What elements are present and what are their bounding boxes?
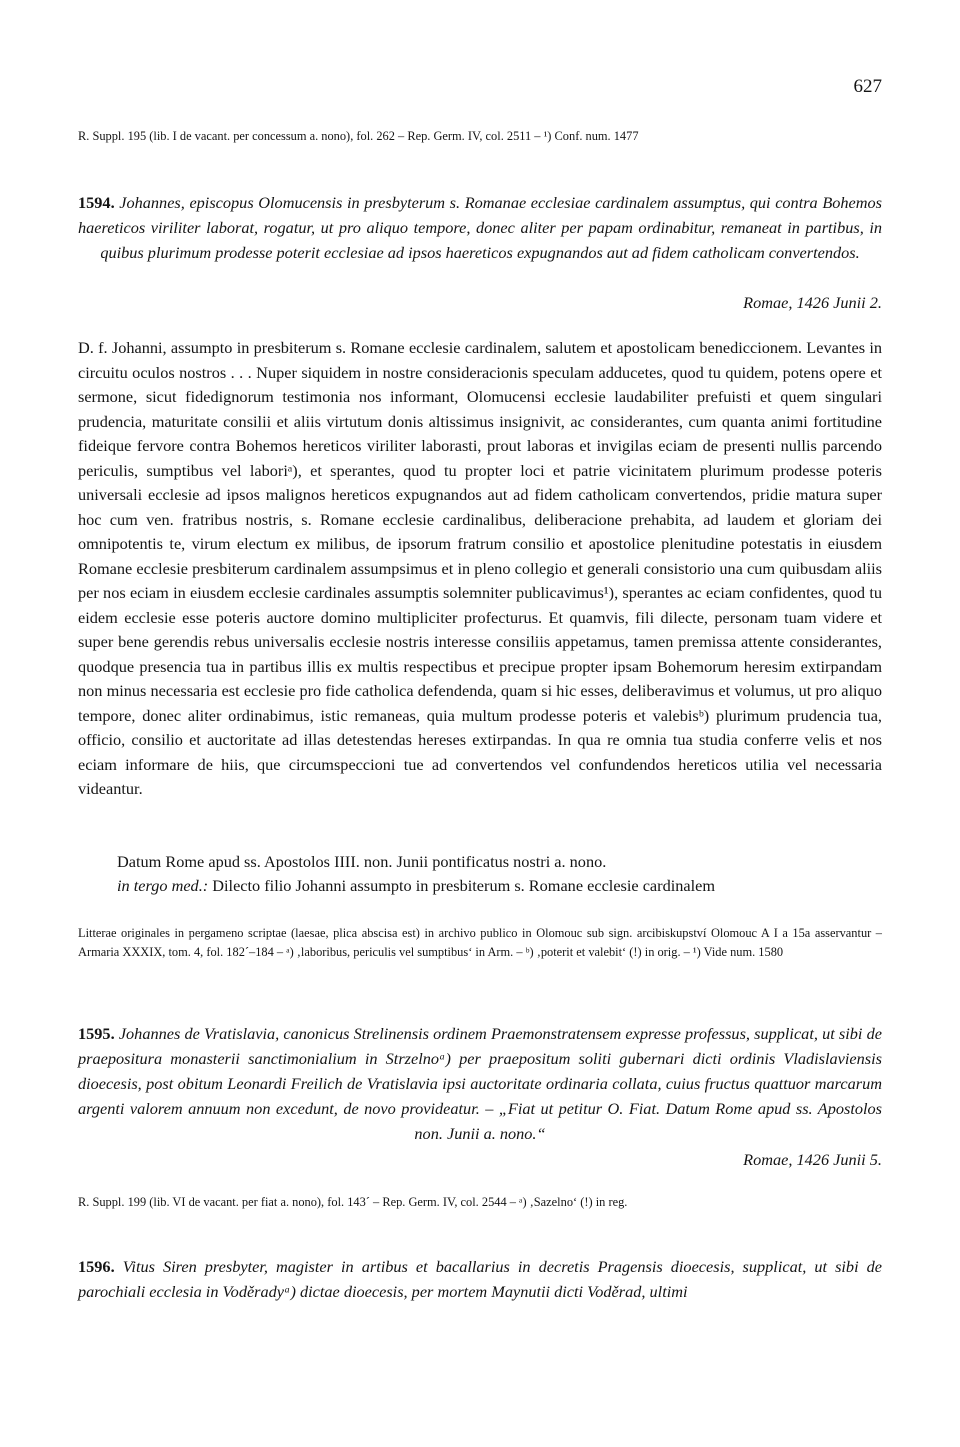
entry-1594-datum: Datum Rome apud ss. Apostolos IIII. non. Junii pontificatus nostri a. nono. [117,852,607,871]
entry-1594-number: 1594. [78,193,115,212]
entry-1595-regest-text: Johannes de Vratislavia, canonicus Strelinensis ordinem Praemonstratensem expresse professus, supplicat, ut sibi de praepositura monasterii sanctimonialium in Strzelnoᵃ) per praepositum soliti gubernari dicti ordinis Vladislaviensis dioecesis, post obitum Leonardi Freilich de Vratislavia ipsi auctoritate ordinaria collata, cuius fructus quattuor marcarum argenti valorem annuum non excedunt, de novo provideatur. – „Fiat ut petitur O. Fiat. Datum Rome apud ss. Apostolos non. Junii a. nono.“ [78,1024,882,1143]
entry-1595-number: 1595. [78,1024,115,1043]
entry-1595-apparatus: R. Suppl. 199 (lib. VI de vacant. per fiat a. nono), fol. 143´ – Rep. Germ. IV, col. 2544 – ᵃ) ‚Sazelno‘ (!) in reg. [78,1195,628,1209]
entry-1594-apparatus: Litterae originales in pergameno scriptae (laesae, plica abscisa est) in archivo publico in Olomouc sub sign. arcibiskupství Olomouc A I a 15a asservantur – Armaria XXXIX, tom. 4, fol. 182´–184 – ᵃ) ‚laboribus, periculis vel sumptibus‘ in Arm. – ᵇ) ‚poterit et valebit‘ (!) in orig. – ¹) Vide num. 1580 [78,926,882,959]
entry-1594-regest-text: Johannes, episcopus Olomucensis in presbyterum s. Romanae ecclesiae cardinalem assumptus, qui contra Bohemos haereticos viriliter laborat, rogatur, ut pro aliquo tempore, donec aliter per papam ordinabitur, remaneat in partibus, in quibus plurimum prodesse poterit ecclesiae ad ipsos haereticos expugnandos aut ad fidem catholicam convertendos. [78,193,883,262]
entry-1594-place-date: Romae, 1426 Junii 2. [743,293,882,312]
entry-1596-number: 1596. [78,1257,115,1276]
entry-1594-letter-text: D. f. Johanni, assumpto in presbiterum s. Romane ecclesie cardinalem, salutem et apostolicam benediccionem. Levantes in circuitu oculos nostros . . . Nuper siquidem in nostre consideracionis speculam adducetes, quod tu quidem, potens opere et sermone, sicut fidedignorum testimonia nos informant, Olomucensi ecclesie laudabiliter prefuisti et quem singulari prudencia, maturitate consilii et aliis virtutum donis altissimus insignivit, ac considerantes, cum quanta animi fortitudine fideique fervore contra Bohemos hereticos viriliter laborasti, prout laboras et invigilas eciam de presenti nullis parcendo periculis, sumptibus vel laboriᵃ), et sperantes, quod tu propter loci et patrie vicinitatem plurimum prodesse poteris universali ecclesie ad ipsos malignos hereticos expugnandos aut ad fidem catholicam convertendos, pridie matura super hoc cum ven. fratribus nostris, s. Romane ecclesie cardinalibus, deliberacione prehabita, ad laudem et gloriam dei omnipotentis te, virum electum ex milibus, de ipsorum fratrum consilio et apostolice plenitudine potestatis in eiusdem Romane ecclesie presbiterum cardinalem assumpsimus et in pleno collegio et generali consistorio una cum quibusdam aliis per nos eciam in eiusdem ecclesie cardinales assumptis solemniter publicavimus¹), sperantes ac eciam confidentes, quod tu eidem ecclesie esse poteris auctore domino multipliciter profecturus. Et quamvis, fili dilecte, personam tuam videre et super bene gerendis rebus universalis ecclesie nostris interesse consiliis appetamus, tamen premissa attente considerantes, quodque presencia tua in partibus illis ex multis respectibus et precipue propter ipsam Bohemorum heresim extirpandam non minus necessaria est ecclesie pro fide catholica defendenda, quam si hic esses, deliberavimus et volumus, ut pro aliquo tempore, donec aliter ordinabimus, istic remaneas, quia multum prodesse poteris et valebisᵇ) plurimum prudencia tua, officio, consilio et auctoritate ad illas detestendas hereses extirpandas. In qua re omnia tua studia conferre velis et nos eciam informare de hiis, que circumspeccioni tue ad convertendos vel confundendos hereticos utilia vel necessaria videantur. [78,338,882,798]
top-source-note: R. Suppl. 195 (lib. I de vacant. per concessum a. nono), fol. 262 – Rep. Germ. IV, col. 2511 – ¹) Conf. num. 1477 [78,129,639,143]
entry-1595-regest [78,1021,882,1146]
entry-1595-place-date: Romae, 1426 Junii 5. [743,1150,882,1169]
entry-1596-regest-text: Vitus Siren presbyter, magister in artibus et bacallarius in decretis Pragensis dioecesis, supplicat, ut sibi de parochiali ecclesia in Voděradyᵃ) dictae dioecesis, per mortem Maynutii dicti Voděrad, ultimi [78,1257,882,1301]
entry-1596-regest [78,1254,882,1304]
entry-1594-in-tergo [78,874,921,899]
entry-1594-regest [78,190,882,265]
in-tergo-text: Dilecto filio Johanni assumpto in presbiterum s. Romane ecclesie cardinalem [208,876,716,895]
in-tergo-label: in tergo med.: [117,876,209,895]
page-number: 627 [853,76,882,97]
